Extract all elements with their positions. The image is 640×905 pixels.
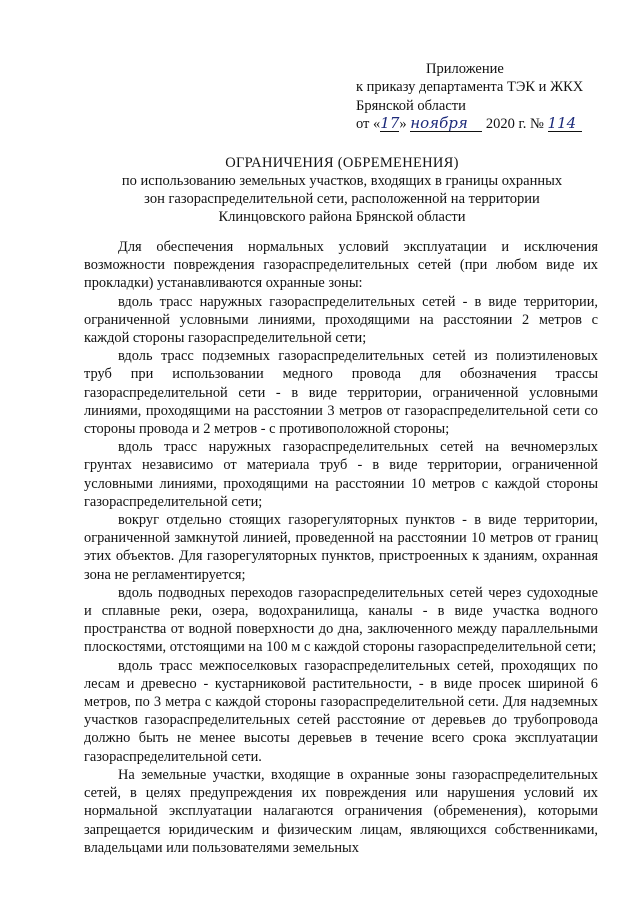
appendix-region-line: Брянской области	[356, 97, 466, 114]
appendix-header	[356, 60, 583, 134]
handwritten-order-number: 114	[548, 116, 582, 132]
paragraph: вдоль трасс наружных газораспределительных сетей - в виде территории, ограниченной условными линиями, проходящими на расстоянии 2 метров с каждой стороны газораспределительной сети;	[84, 293, 598, 347]
paragraph: На земельные участки, входящие в охранные зоны газораспределительных сетей, в целях предупреждения их повреждения или нарушения условий их нормальной эксплуатации налагаются ограничения (обременения), которыми запрещается юридическим и физическим лицам, являющихся собственниками, владельцами или пользователями земельных	[84, 766, 598, 856]
document-subtitle-line-1: по использованию земельных участков, входящих в границы охранных	[121, 173, 563, 189]
paragraph: вдоль трасс межпоселковых газораспределительных сетей, проходящих по лесам и древесно - кустарниковой растительности, - в виде просек шириной 6 метров, по 3 метра с каждой стороны газораспределительной сети. Для надземных участков газораспределительных сетей расстояние от деревьев до трубопровода должно быть не менее высоты деревьев в течение всего срока эксплуатации газораспределительной сети.	[84, 657, 598, 765]
document-subtitle-line-2: зон газораспределительной сети, расположенной на территории	[144, 191, 540, 207]
date-year: 2020 г. №	[485, 116, 544, 133]
paragraph: вдоль подводных переходов газораспределительных сетей через судоходные и сплавные реки, озера, водохранилища, каналы - в виде участка водного пространства от водной поверхности до дна, заключенного между параллельными плоскостями, отстоящими на 100 м с каждой стороны газораспределительной сети;	[84, 584, 598, 656]
appendix-label: Приложение	[426, 61, 504, 77]
handwritten-day: 17	[380, 114, 400, 133]
date-mid: »	[399, 116, 407, 133]
document-subtitle-line-3: Клинцовского района Брянской области	[218, 209, 466, 225]
paragraph: вдоль трасс подземных газораспределительных сетей из полиэтиленовых труб при использовании медного провода для обозначения трассы газораспределительной сети - в виде территории, ограниченной условными линиями, проходящими на расстоянии 3 метров от газораспределительной сети со стороны провода и 2 метров - с противоположной стороны;	[84, 348, 598, 438]
handwritten-month: ноября	[410, 116, 482, 132]
paragraph: вокруг отдельно стоящих газорегуляторных пунктов - в виде территории, ограниченной замкнутой линией, проведенной на расстоянии 10 метров от границ этих объектов. Для газорегуляторных пунктов, пристроенных к зданиям, охранная зона не регламентируется;	[84, 512, 598, 583]
date-prefix: от «	[356, 116, 381, 133]
paragraph: вдоль трасс наружных газораспределительных сетей на вечномерзлых грунтах независимо от материала труб - в виде территории, ограниченной условными линиями, проходящими на расстоянии 10 метров с каждой стороны газораспределительной сети;	[84, 439, 598, 510]
document-title: ОГРАНИЧЕНИЯ (ОБРЕМЕНЕНИЯ)	[225, 155, 459, 171]
paragraph: Для обеспечения нормальных условий эксплуатации и исключения возможности повреждения газораспределительных сетей (при любом виде их прокладки) устанавливаются охранные зоны:	[84, 239, 598, 292]
appendix-order-line: к приказу департамента ТЭК и ЖКХ	[356, 79, 584, 96]
appendix-date-line	[356, 115, 583, 133]
document-body	[84, 238, 598, 857]
document-title-block	[40, 154, 640, 226]
